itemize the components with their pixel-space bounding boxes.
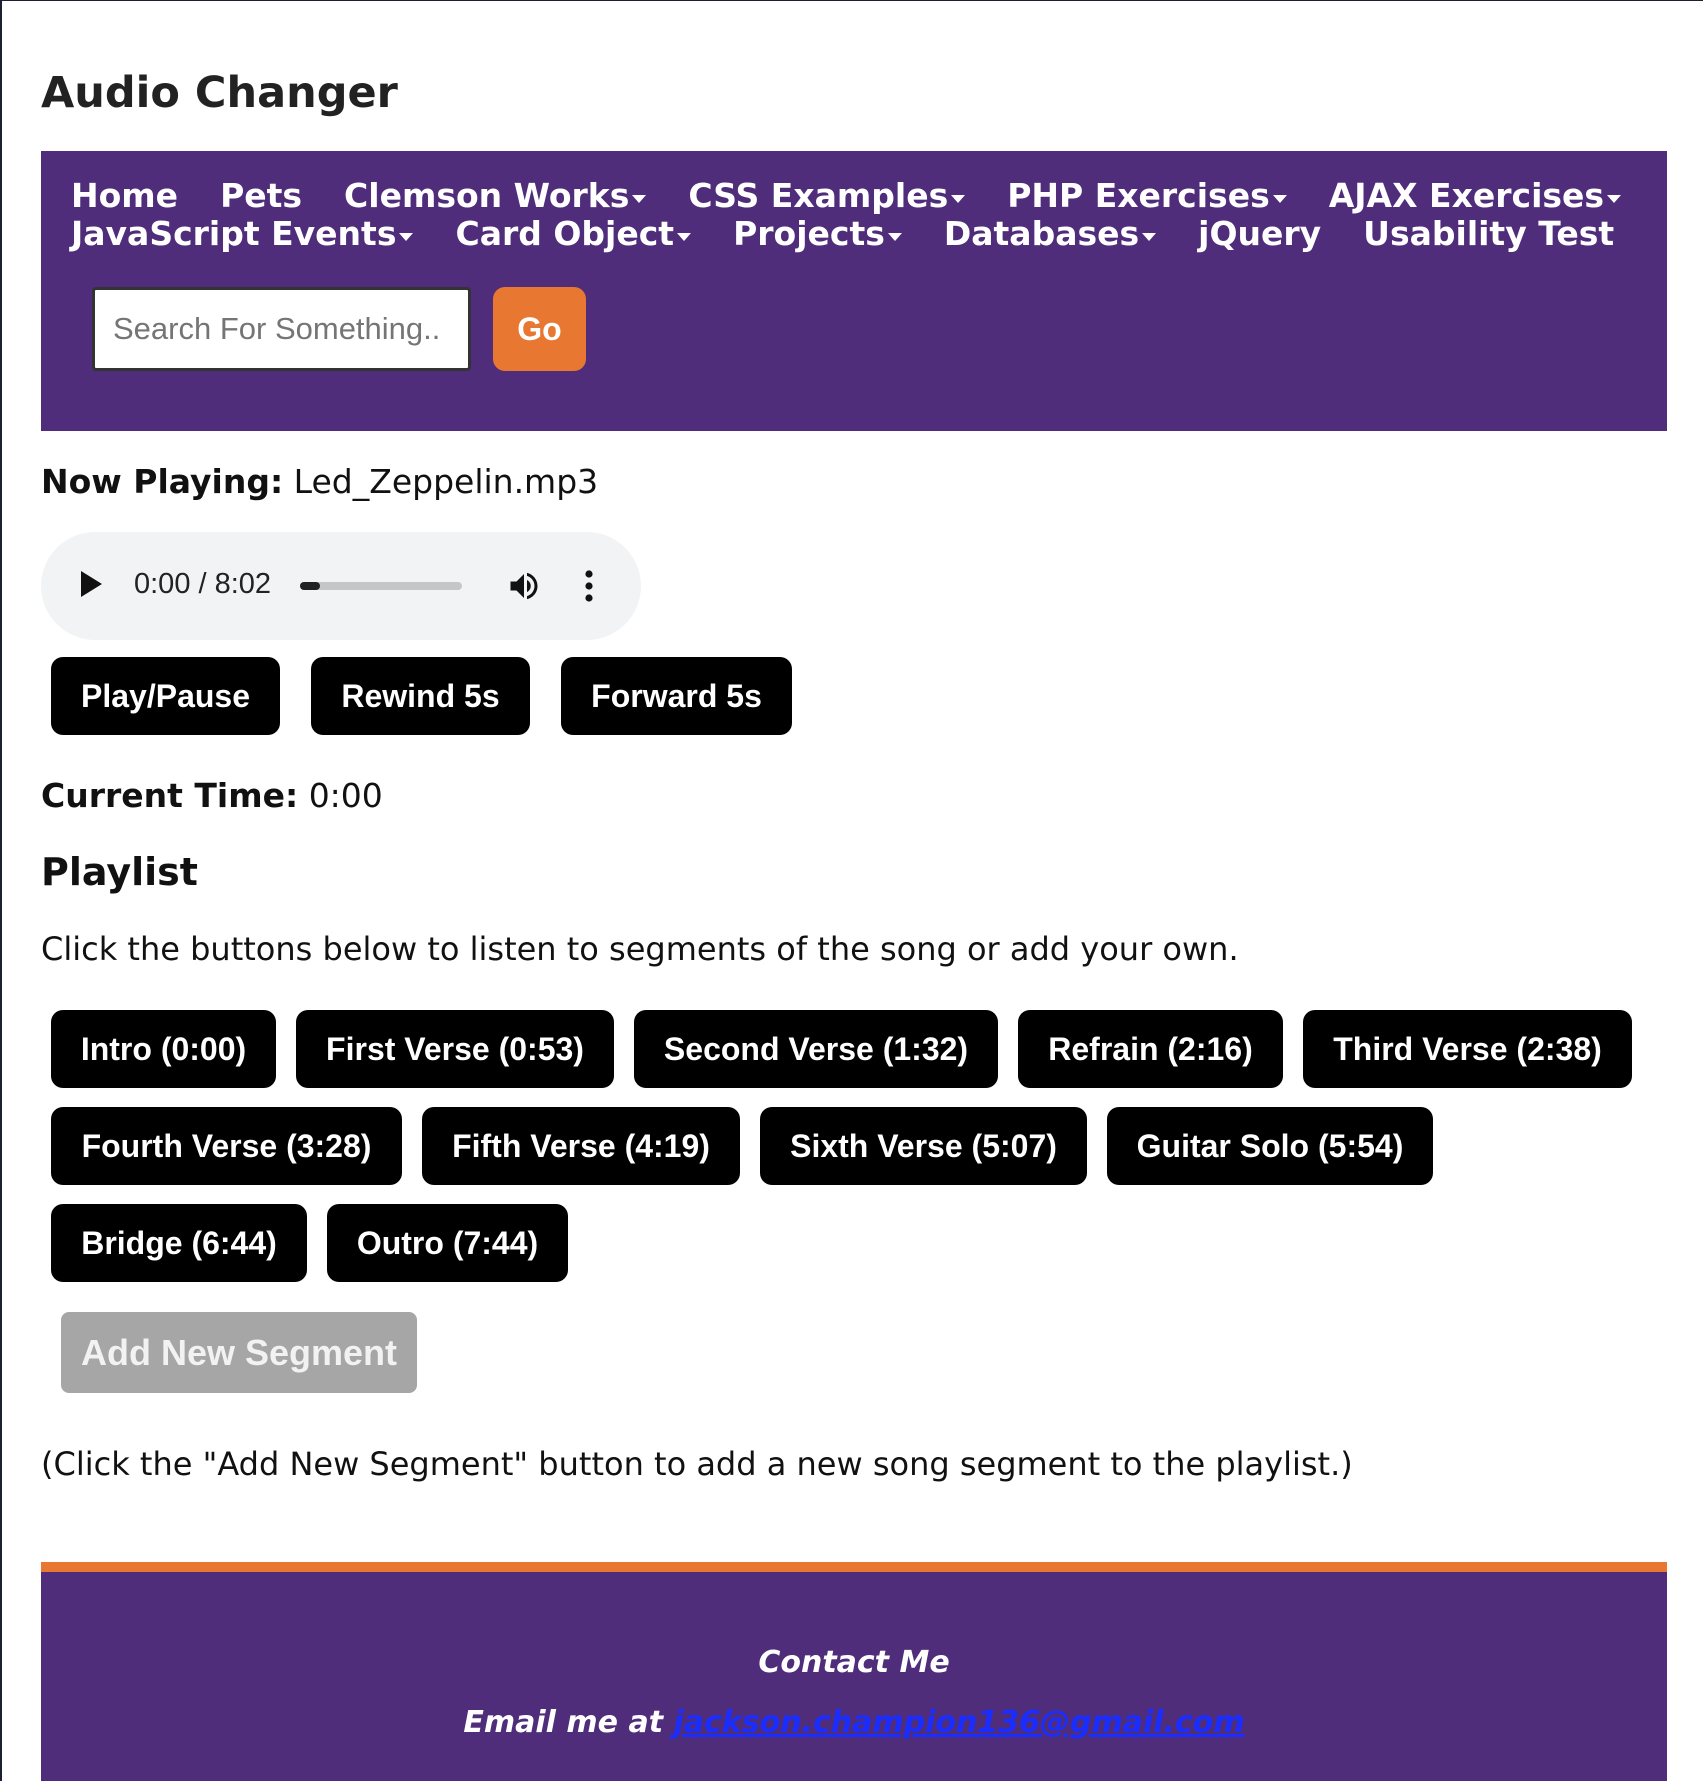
segment-button-third-verse[interactable]: Third Verse (2:38): [1303, 1010, 1632, 1088]
caret-down-icon: [951, 195, 965, 203]
footer-email-prefix: Email me at: [463, 1705, 664, 1740]
segment-button-guitar-solo[interactable]: Guitar Solo (5:54): [1107, 1107, 1433, 1185]
nav-item-php-exercises[interactable]: [1007, 176, 1287, 215]
nav-item-label: Clemson Works: [344, 176, 630, 215]
site-title: Audio Changer: [41, 68, 398, 118]
footer-contact-heading: Contact Me: [758, 1645, 950, 1680]
caret-down-icon: [399, 233, 413, 241]
nav-item-pets[interactable]: [220, 176, 303, 215]
add-new-segment-button[interactable]: Add New Segment: [61, 1312, 417, 1393]
audio-time-display: 0:00 / 8:02: [134, 568, 272, 600]
search-go-button[interactable]: Go: [493, 287, 586, 371]
nav-item-clemson-works[interactable]: [344, 176, 646, 215]
nav-item-label: JavaScript Events: [71, 214, 397, 253]
segment-button-sixth-verse[interactable]: Sixth Verse (5:07): [760, 1107, 1087, 1185]
current-time-value: 0:00: [308, 776, 383, 815]
nav-item-label: AJAX Exercises: [1328, 176, 1605, 215]
nav-item-label: Databases: [943, 214, 1140, 253]
segment-button-intro[interactable]: Intro (0:00): [51, 1010, 276, 1088]
current-time: [41, 776, 383, 815]
play-pause-button[interactable]: Play/Pause: [51, 657, 280, 735]
nav-item-usability-test[interactable]: [1363, 214, 1615, 253]
segment-button-refrain[interactable]: Refrain (2:16): [1018, 1010, 1283, 1088]
nav-item-projects[interactable]: [733, 214, 902, 253]
add-segment-note: (Click the "Add New Segment" button to add a new song segment to the playlist.): [41, 1445, 1353, 1483]
segment-button-outro[interactable]: Outro (7:44): [327, 1204, 568, 1282]
segment-button-first-verse[interactable]: First Verse (0:53): [296, 1010, 614, 1088]
volume-icon[interactable]: [506, 568, 542, 604]
caret-down-icon: [632, 195, 646, 203]
nav-item-databases[interactable]: [943, 214, 1156, 253]
nav-item-css-examples[interactable]: [688, 176, 965, 215]
nav-item-jquery[interactable]: [1198, 214, 1322, 253]
caret-down-icon: [1142, 233, 1156, 241]
current-time-label: Current Time:: [41, 776, 299, 815]
segment-button-bridge[interactable]: Bridge (6:44): [51, 1204, 307, 1282]
nav-item-label: jQuery: [1198, 214, 1322, 253]
segment-button-second-verse[interactable]: Second Verse (1:32): [634, 1010, 998, 1088]
nav-item-ajax-exercises[interactable]: [1328, 176, 1621, 215]
nav-item-label: Pets: [220, 176, 303, 215]
main-navbar: [41, 151, 1667, 431]
caret-down-icon: [1607, 195, 1621, 203]
caret-down-icon: [677, 233, 691, 241]
search-input[interactable]: [92, 287, 471, 371]
nav-item-label: Projects: [733, 214, 885, 253]
more-vertical-icon[interactable]: [582, 568, 596, 604]
play-icon[interactable]: [81, 571, 102, 597]
nav-item-card-object[interactable]: [455, 214, 691, 253]
now-playing: [41, 462, 599, 501]
footer-email-line: [41, 1705, 1667, 1740]
playlist-heading: Playlist: [41, 850, 198, 894]
segment-button-fifth-verse[interactable]: Fifth Verse (4:19): [422, 1107, 740, 1185]
audio-player: [41, 532, 641, 640]
nav-row-primary: [71, 176, 1663, 215]
site-footer: [41, 1562, 1667, 1781]
nav-item-label: CSS Examples: [688, 176, 949, 215]
footer-email-link[interactable]: jackson.champion136@gmail.com: [673, 1705, 1245, 1740]
audio-progress-slider[interactable]: [300, 582, 462, 590]
now-playing-file: Led_Zeppelin.mp3: [293, 462, 599, 501]
nav-item-home[interactable]: [71, 176, 179, 215]
caret-down-icon: [1273, 195, 1287, 203]
forward-button[interactable]: Forward 5s: [561, 657, 792, 735]
nav-item-label: Usability Test: [1363, 214, 1615, 253]
playlist-description: Click the buttons below to listen to segments of the song or add your own.: [41, 930, 1239, 968]
nav-item-label: Home: [71, 176, 179, 215]
nav-row-secondary: [71, 214, 1656, 253]
now-playing-label: Now Playing:: [41, 462, 284, 501]
audio-progress-fill: [300, 582, 320, 590]
segment-button-fourth-verse[interactable]: Fourth Verse (3:28): [51, 1107, 402, 1185]
nav-item-label: Card Object: [455, 214, 675, 253]
rewind-button[interactable]: Rewind 5s: [311, 657, 530, 735]
caret-down-icon: [888, 233, 902, 241]
nav-item-label: PHP Exercises: [1007, 176, 1270, 215]
nav-item-javascript-events[interactable]: [71, 214, 413, 253]
